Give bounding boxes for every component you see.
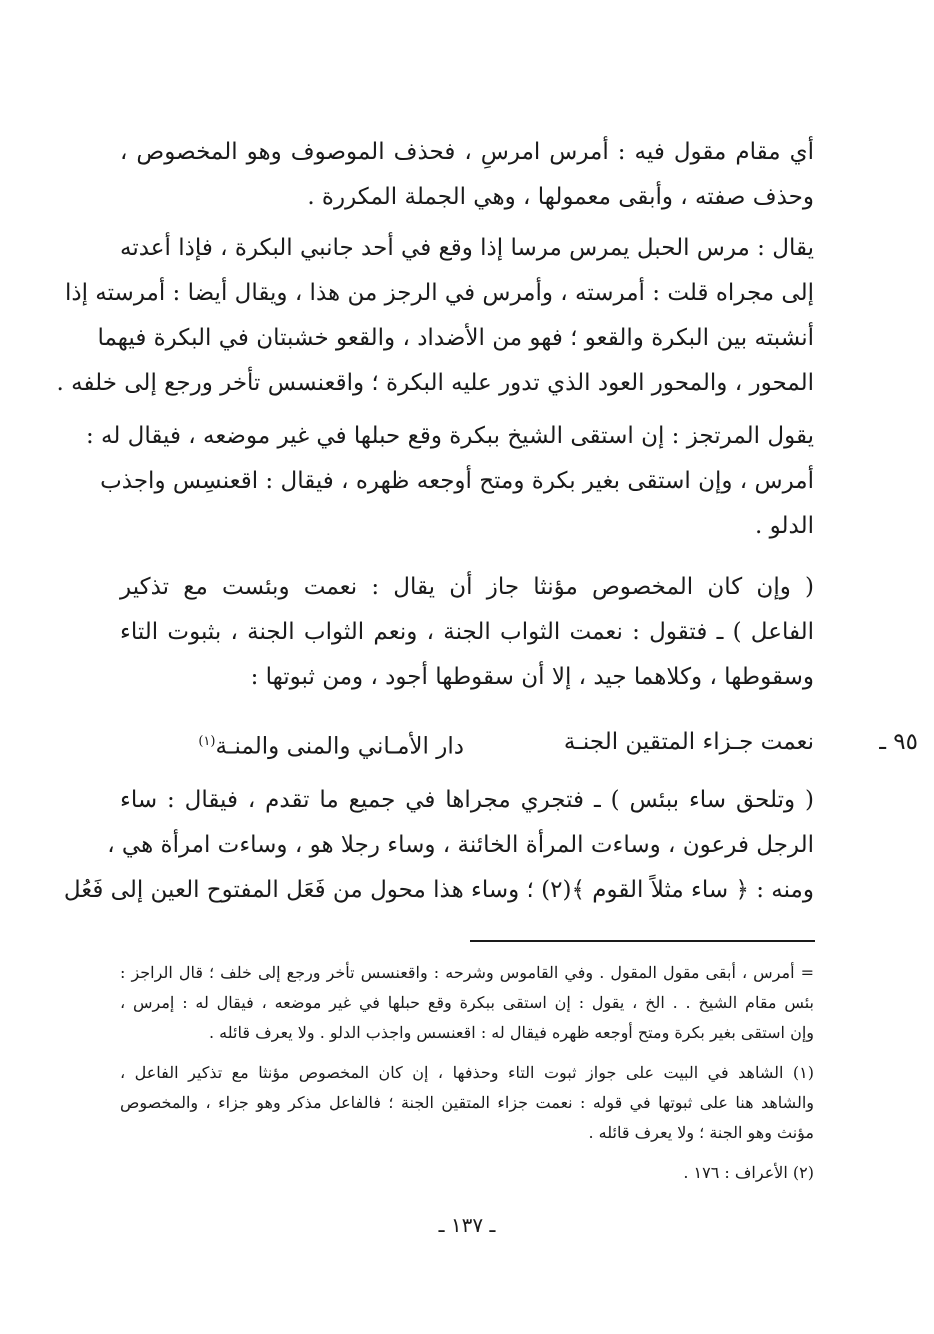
verse-first-hemistich: نعمت جـزاء المتقين الجنـة bbox=[563, 729, 814, 755]
body-line: يقال : مرس الحبل يمرس مرسا إذا وقع في أحد جانبي البكرة ، فإذا أعدته bbox=[119, 235, 814, 261]
body-line: ( وإن كان المخصوص مؤنثا جاز أن يقال : نعمت وبئست مع تذكير bbox=[120, 574, 814, 600]
verse-number: ٩٥ ـ bbox=[879, 729, 918, 755]
footnote-reference: (١) bbox=[198, 734, 216, 749]
verse-second-hemistich-text: دار الأمـاني والمنى والمنـة bbox=[215, 733, 464, 760]
body-line: يقول المرتجز : إن استقى الشيخ ببكرة وقع حبلها في غير موضعه ، فيقال له : bbox=[85, 423, 814, 449]
page-number: ـ ١٣٧ ـ bbox=[438, 1213, 496, 1237]
footnote-line: (١) الشاهد في البيت على جواز ثبوت التاء وحذفها ، إن كان المخصوص مؤنثا مع تذكير الفاعل ، bbox=[120, 1063, 815, 1082]
body-line: وحذف صفته ، وأبقى معمولها ، وهي الجملة المكررة . bbox=[307, 184, 814, 210]
footnote-separator bbox=[470, 940, 815, 942]
body-line: أي مقام مقول فيه : أمرس امرسِ ، فحذف الموصوف وهو المخصوص ، bbox=[120, 139, 814, 165]
verse-second-hemistich bbox=[198, 722, 464, 767]
body-line: المحور ، والمحور العود الذي تدور عليه البكرة ؛ واقعنسس تأخر ورجع إلى خلفه . bbox=[56, 370, 814, 396]
footnote-line: بئس مقام الشيخ . . الخ ، يقول : إن استقى ببكرة وقع حبلها في غير موضعه ، فيقال له : إمرس ، bbox=[120, 993, 814, 1012]
body-line: ومنه : ﴿ ساء مثلاً القوم ﴾(٢) ؛ وساء هذا محول من فَعَل المفتوح العين إلى فَعُل bbox=[63, 877, 814, 903]
footnote-line: (٢) الأعراف : ١٧٦ . bbox=[683, 1163, 814, 1182]
body-line: إلى مجراه قلت : أمرسته ، وأمرس في الرجز من هذا ، ويقال أيضا : أمرسته إذا bbox=[64, 280, 814, 306]
footnote-line: وإن استقى بغير بكرة ومتح أوجعه ظهره فيقال له : اقعنسس واجذب الدلو . ولا يعرف قائله . bbox=[208, 1023, 814, 1042]
body-line: الرجل فرعون ، وساءت المرأة الخائنة ، وساء رجلا هو ، وساءت امرأة هي ، bbox=[107, 832, 814, 858]
body-line: أمرس ، وإن استقى بغير بكرة ومتح أوجعه ظهره ، فيقال : اقعنسِس واجذب bbox=[100, 468, 814, 494]
body-line: أنشبته بين البكرة والقعو ؛ فهو من الأضداد ، والقعو خشبتان في البكرة فيهما bbox=[97, 325, 814, 351]
body-line: الدلو . bbox=[755, 513, 814, 539]
body-line: الفاعل ) ـ فتقول : نعمت الثواب الجنة ، ونعم الثواب الجنة ، بثبوت التاء bbox=[120, 619, 814, 645]
footnote-line: مؤنث وهو الجنة ؛ ولا يعرف قائله . bbox=[588, 1123, 814, 1142]
footnote-line: = أمرس ، أبقى مقول المقول . وفي القاموس وشرحه : واقعنسس تأخر ورجع إلى خلف ؛ قال الراجز : bbox=[120, 963, 814, 982]
body-line: وسقوطها ، وكلاهما جيد ، إلا أن سقوطها أجود ، ومن ثبوتها : bbox=[250, 664, 814, 690]
body-line: ( وتلحق ساء ببئس ) ـ فتجري مجراها في جميع ما تقدم ، فيقال : ساء bbox=[120, 787, 814, 813]
footnote-line: والشاهد هنا على ثبوتها في قوله : نعمت جزاء المتقين الجنة ؛ فالفاعل مذكر وهو جزاء ، والمخصوص bbox=[120, 1093, 814, 1112]
